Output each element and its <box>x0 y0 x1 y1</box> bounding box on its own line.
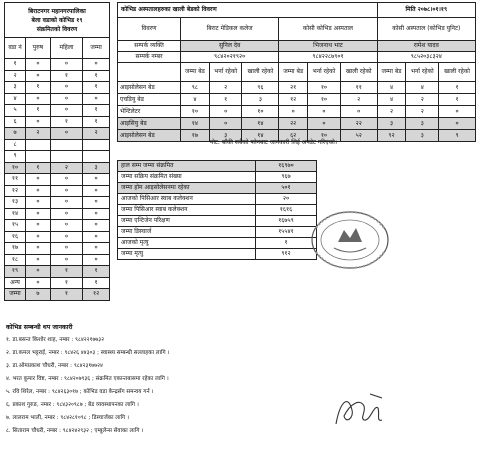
summary-row <box>118 227 317 238</box>
bed-count: १२ <box>279 94 308 106</box>
bed-count: २ <box>406 94 439 106</box>
ward-number: ९ <box>5 151 26 163</box>
male-count: ० <box>26 116 51 128</box>
summary-label: जम्मा मृत्यु <box>118 249 256 260</box>
summary-row <box>118 205 317 216</box>
ward-number: १९ <box>5 266 26 278</box>
female-count: १ <box>50 70 82 82</box>
bed-count: ९ <box>439 130 476 142</box>
female-count <box>50 151 82 163</box>
bed-count: ९८ <box>181 82 210 94</box>
hospital-name: बिराट मेडिकल कलेज <box>181 18 279 41</box>
bed-count: ६२ <box>279 130 308 142</box>
ward-number: अन्य <box>5 277 26 289</box>
male-count: ० <box>26 277 51 289</box>
ward-row <box>5 254 110 266</box>
female-count: ० <box>50 105 82 117</box>
ward-row <box>5 70 110 82</box>
bed-subheader: जम्मा बेड <box>279 63 308 82</box>
bed-count: १० <box>308 130 341 142</box>
bed-type-label: आइसियु बेड <box>118 118 181 130</box>
female-count: ० <box>50 174 82 186</box>
summary-value: १५५४१ <box>256 227 317 238</box>
male-count <box>26 139 51 151</box>
ward-row <box>5 289 110 301</box>
contacts-section <box>6 322 170 438</box>
male-count: ० <box>26 93 51 105</box>
bed-row <box>118 94 476 106</box>
male-count: ० <box>26 185 51 197</box>
total-count: १ <box>83 105 110 117</box>
bed-count: ३ <box>406 130 439 142</box>
bed-table-note: नोट: बाँकी सबैको फोनबाट जानकारी लिई अपडेट गरिएको। <box>210 139 338 146</box>
summary-row <box>118 249 317 260</box>
ward-table-title <box>5 3 110 38</box>
total-count: १ <box>83 266 110 278</box>
contact-person: रामेश यादव <box>377 41 475 52</box>
ward-number: ३ <box>5 82 26 94</box>
bed-count: २१ <box>279 82 308 94</box>
contact-person-label: सम्पर्क व्यक्ति <box>118 41 181 52</box>
ward-row <box>5 231 110 243</box>
bed-count: १० <box>308 94 341 106</box>
female-count: ० <box>50 82 82 94</box>
ward-number: १ <box>5 59 26 71</box>
ward-table-title-line: बेला वडाको कोभिड १९ <box>31 16 83 24</box>
female-count: ० <box>50 93 82 105</box>
summary-row <box>118 194 317 205</box>
total-count <box>83 151 110 163</box>
total-count: १ <box>83 82 110 94</box>
bed-count: १४ <box>181 118 210 130</box>
bed-count: ४ <box>377 82 406 94</box>
ward-number: ७ <box>5 128 26 140</box>
summary-value: ९१२ <box>256 249 317 260</box>
hospital-name: कोसी अस्पताल (कोभिड युनिट) <box>377 18 475 41</box>
summary-label: जम्मा पिसिआर स्वाब कलेक्शन <box>118 205 256 216</box>
male-count: ० <box>26 70 51 82</box>
summary-row <box>118 161 317 172</box>
male-count: ० <box>26 254 51 266</box>
bed-count: २ <box>209 82 242 94</box>
ward-row <box>5 266 110 278</box>
ward-row <box>5 139 110 151</box>
ward-number: ८ <box>5 139 26 151</box>
bed-count: १ <box>209 94 242 106</box>
bed-count: १७ <box>181 130 210 142</box>
male-count: २ <box>26 128 51 140</box>
bed-count: ५२ <box>340 130 377 142</box>
ward-number: १५ <box>5 220 26 232</box>
contact-number: ९८५२०३८३२४ <box>377 52 475 63</box>
header-ward: वडा नं <box>5 38 26 59</box>
bed-subheader: भर्ना रहेको <box>308 63 341 82</box>
hospital-bed-table <box>117 2 476 142</box>
contact-item: २. डा.कमल भट्टराई, नम्बर : ९८४२६ ४४३०३ ; स्वास्थ्य सम्बन्धी सल्लाहका लागि । <box>6 350 170 356</box>
summary-table <box>117 160 317 260</box>
summary-row <box>118 216 317 227</box>
total-count: ३ <box>83 162 110 174</box>
male-count: ० <box>26 208 51 220</box>
summary-value: १६७५९ <box>256 216 317 227</box>
bed-count: ० <box>308 106 341 118</box>
bed-count: ० <box>308 118 341 130</box>
bed-count: ० <box>209 118 242 130</box>
official-seal-icon <box>308 208 392 272</box>
summary-label: जम्मा होम आइसोलेसनमा रहेका <box>118 183 256 194</box>
bed-subheader: खाली रहेको <box>340 63 377 82</box>
ward-row <box>5 105 110 117</box>
contact-item: ६. प्रकाश गुरुङ, नम्बर : ९८४३२०९८७ ; बेड व्यवस्थापनका लागि । <box>6 402 139 408</box>
bed-count: ११ <box>340 82 377 94</box>
bed-count: २२ <box>279 118 308 130</box>
total-count: ० <box>83 220 110 232</box>
summary-label: जम्मा डिस्चार्ज <box>118 227 256 238</box>
vivaran-label: विवरण <box>118 18 181 41</box>
ward-row <box>5 162 110 174</box>
male-count: ० <box>26 59 51 71</box>
bed-subheader: खाली रहेको <box>439 63 476 82</box>
ward-row <box>5 151 110 163</box>
contact-person: सुनिल देव <box>181 41 279 52</box>
female-count: ० <box>50 208 82 220</box>
contact-item: १. डा.बसन्त किशोर शाह, नम्बर : ९८४२२१७७३२ <box>6 337 105 343</box>
female-count: ० <box>50 128 82 140</box>
total-count: ० <box>83 243 110 255</box>
ward-number: १७ <box>5 243 26 255</box>
total-count: ० <box>83 59 110 71</box>
male-count: ० <box>26 174 51 186</box>
female-count: १ <box>50 289 82 301</box>
contact-number: ९८४२२८७९०१ <box>279 52 377 63</box>
ward-number: १८ <box>5 254 26 266</box>
ward-row <box>5 185 110 197</box>
male-count: ० <box>26 197 51 209</box>
header-female: महिला <box>50 38 82 59</box>
female-count: ० <box>50 197 82 209</box>
bed-count: ९२ <box>377 130 406 142</box>
bed-count: १४ <box>242 118 279 130</box>
bed-table-date: मिति २०७८।०१।१९ <box>377 3 475 18</box>
summary-row <box>118 172 317 183</box>
ward-row <box>5 277 110 289</box>
bed-row <box>118 106 476 118</box>
bed-count: १० <box>181 106 210 118</box>
female-count: १ <box>50 266 82 278</box>
bed-subheader: भर्ना रहेको <box>209 63 242 82</box>
bed-type-label: भेन्टिलेटर <box>118 106 181 118</box>
signature-icon <box>330 384 402 434</box>
bed-type-label: एचडियु बेड <box>118 94 181 106</box>
ward-number: ११ <box>5 174 26 186</box>
bed-subheader: खाली रहेको <box>242 63 279 82</box>
summary-value: २० <box>256 194 317 205</box>
contacts-title: कोभिड सम्बन्धी थप जानकारी <box>6 324 73 331</box>
ward-row <box>5 243 110 255</box>
bed-count: २ <box>340 94 377 106</box>
bed-count: ० <box>340 106 377 118</box>
summary-value: १६९७० <box>256 161 317 172</box>
summary-label: आजको पिसिआर स्वाब कलेक्शन <box>118 194 256 205</box>
summary-row <box>118 238 317 249</box>
ward-number: ६ <box>5 116 26 128</box>
summary-label: जम्मा सक्रिय संक्रमित संख्या <box>118 172 256 183</box>
ward-number: ५ <box>5 105 26 117</box>
female-count: ० <box>50 185 82 197</box>
ward-row <box>5 220 110 232</box>
ward-number: जम्मा <box>5 289 26 301</box>
bed-table-title: कोभिड अस्पतालहरुका खाली बेडको विवरण <box>118 3 378 18</box>
total-count: २ <box>83 128 110 140</box>
summary-value: ५०१ <box>256 183 317 194</box>
contacts-list <box>6 334 170 438</box>
male-count: ० <box>26 266 51 278</box>
bed-count: ४ <box>406 82 439 94</box>
male-count: १ <box>26 105 51 117</box>
total-count: ० <box>83 254 110 266</box>
summary-label: आजको मृत्यु <box>118 238 256 249</box>
ward-number: १४ <box>5 208 26 220</box>
total-count: ० <box>83 185 110 197</box>
bed-count: ९६ <box>242 82 279 94</box>
male-count <box>26 151 51 163</box>
female-count: ० <box>50 254 82 266</box>
total-count: १ <box>83 277 110 289</box>
contact-number-label: सम्पर्क नम्बर <box>118 52 181 63</box>
female-count: २ <box>50 162 82 174</box>
ward-number: १२ <box>5 185 26 197</box>
bed-count: ० <box>439 118 476 130</box>
bed-count: २२ <box>340 118 377 130</box>
ward-row <box>5 82 110 94</box>
subheader-blank <box>118 63 181 82</box>
ward-row <box>5 93 110 105</box>
male-count: ० <box>26 220 51 232</box>
summary-label: जम्मा एन्टिजेन परिक्षण <box>118 216 256 227</box>
bed-count: १४ <box>242 130 279 142</box>
bed-count: १ <box>439 82 476 94</box>
summary-label: हाल सम्म जम्मा संक्रमित <box>118 161 256 172</box>
contact-item: ५. रवि शिरेल, नम्बर : ९८४२६३०१७ ; कोभिड वडा केन्द्रसँग समन्वय गर्न । <box>6 389 154 395</box>
summary-row <box>118 183 317 194</box>
total-count: १२ <box>83 289 110 301</box>
ward-row <box>5 59 110 71</box>
female-count: १ <box>50 116 82 128</box>
ward-row <box>5 208 110 220</box>
hospital-name: कोसी कोभिड अस्पताल <box>279 18 377 41</box>
total-count: ० <box>83 174 110 186</box>
contact-item: ३. डा.ओमप्रकाश चौधरी, नम्बर : ९८४२३१७७२४ <box>6 363 103 369</box>
bed-count: ३ <box>406 118 439 130</box>
bed-count: ३ <box>242 94 279 106</box>
female-count: ० <box>50 231 82 243</box>
summary-value: १ <box>256 238 317 249</box>
total-count: ० <box>83 208 110 220</box>
bed-count: १ <box>439 94 476 106</box>
total-count: ० <box>83 197 110 209</box>
contact-person: भिजनाथ भाट <box>279 41 377 52</box>
ward-row <box>5 197 110 209</box>
bed-count: २ <box>406 106 439 118</box>
bed-subheader: जम्मा बेड <box>181 63 210 82</box>
ward-table-title-line: संक्रमितको विवरण <box>36 25 78 33</box>
bed-count: १० <box>308 82 341 94</box>
bed-type-label: आइसोलेसन बेड <box>118 130 181 142</box>
bed-count: ४ <box>181 94 210 106</box>
total-count: १ <box>83 70 110 82</box>
contact-item: ४. भरत कुमार विष्ट, नम्बर : ९८४२०७९३६ ; संक्रमित एकान्तबासमा रहेका लागि । <box>6 376 169 382</box>
bed-count: ४ <box>377 94 406 106</box>
male-count: ७ <box>26 289 51 301</box>
total-count: १ <box>83 116 110 128</box>
bed-count: ० <box>209 106 242 118</box>
female-count: १ <box>50 277 82 289</box>
total-count: ० <box>83 231 110 243</box>
contact-item: ७. लालराम भाली, नम्बर : ९८४२८१०९८ ; डिस्चार्जका लागि । <box>6 415 130 421</box>
male-count: ० <box>26 231 51 243</box>
ward-row <box>5 128 110 140</box>
contact-number: ९८४२०२१९२० <box>181 52 279 63</box>
total-count: ० <box>83 93 110 105</box>
male-count: १ <box>26 162 51 174</box>
ward-number: १० <box>5 162 26 174</box>
summary-value: ९६७ <box>256 172 317 183</box>
bed-type-label: आइसोलेसन बेड <box>118 82 181 94</box>
female-count <box>50 139 82 151</box>
male-count: ० <box>26 243 51 255</box>
bed-count: ० <box>439 106 476 118</box>
header-male: पुरुष <box>26 38 51 59</box>
ward-row <box>5 116 110 128</box>
ward-row <box>5 174 110 186</box>
ward-number: २ <box>5 70 26 82</box>
bed-count: ३ <box>209 130 242 142</box>
bed-subheader: जम्मा बेड <box>377 63 406 82</box>
male-count: १ <box>26 82 51 94</box>
ward-number: ४ <box>5 93 26 105</box>
total-count <box>83 139 110 151</box>
female-count: ० <box>50 220 82 232</box>
ward-number: १६ <box>5 231 26 243</box>
bed-count: ० <box>279 106 308 118</box>
summary-value: १६१६ <box>256 205 317 216</box>
ward-infection-table <box>4 2 110 301</box>
bed-row <box>118 82 476 94</box>
female-count: ० <box>50 243 82 255</box>
bed-count: ३ <box>377 118 406 130</box>
ward-table-title-line: बिराटनगर महानगरपालिका <box>28 7 86 15</box>
female-count: ० <box>50 59 82 71</box>
bed-count: २ <box>377 106 406 118</box>
bed-subheader: भर्ना रहेको <box>406 63 439 82</box>
contact-item: ८. सिताराम चौधरी, नम्बर : ९८४२४२९३२ ; एम्बुलेन्स सेवाका लागि । <box>6 428 144 434</box>
ward-number: १३ <box>5 197 26 209</box>
bed-row <box>118 118 476 130</box>
header-total: जम्मा <box>83 38 110 59</box>
bed-count: १० <box>242 106 279 118</box>
